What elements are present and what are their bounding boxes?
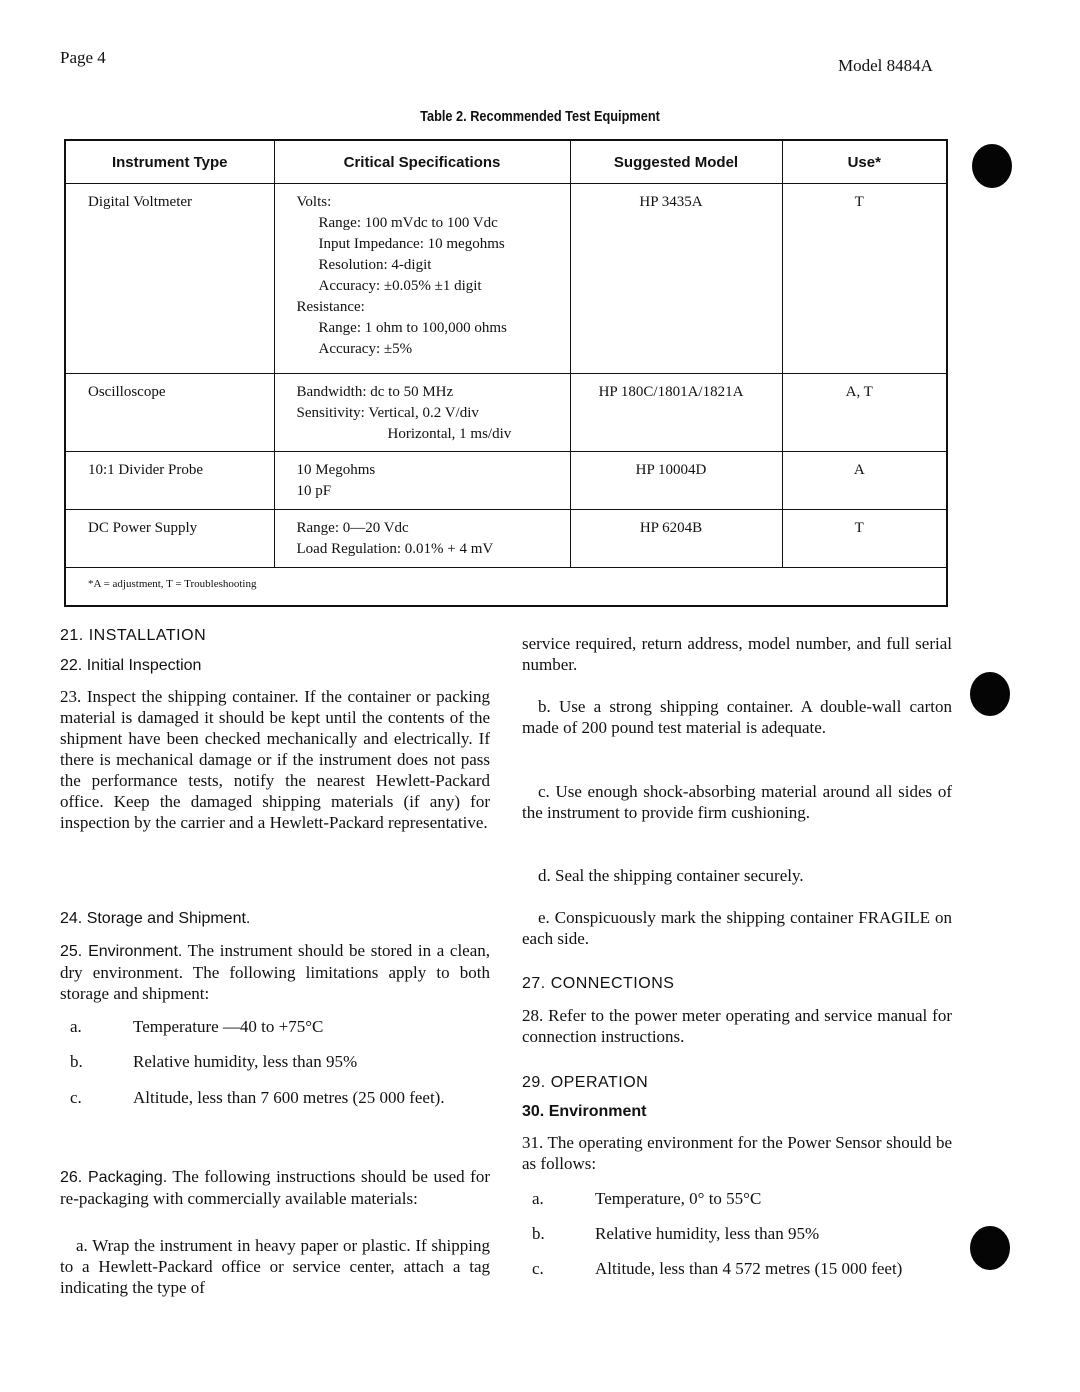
list-item xyxy=(70,1016,490,1037)
heading-storage-shipment: 24. Storage and Shipment. xyxy=(60,910,251,927)
table-title: Table 2. Recommended Test Equipment xyxy=(420,108,660,125)
list-text: Altitude, less than 4 572 metres (15 000 feet) xyxy=(595,1259,903,1278)
page-number: Page 4 xyxy=(60,48,106,67)
spec-line: Range: 100 mVdc to 100 Vdc xyxy=(318,215,498,231)
model-number: Model 8484A xyxy=(838,56,933,75)
list-text: Relative humidity, less than 95% xyxy=(595,1224,820,1243)
heading-connections: 27. CONNECTIONS xyxy=(522,975,675,992)
critical-specs xyxy=(274,452,570,510)
paragraph-26 xyxy=(60,1166,490,1209)
critical-specs xyxy=(274,184,570,374)
heading-operation: 29. OPERATION xyxy=(522,1074,649,1091)
column-header: Suggested Model xyxy=(570,140,782,184)
paragraph-28: 28. Refer to the power meter operating and service manual for connection instructions. xyxy=(522,1006,952,1046)
spec-line: Accuracy: ±0.05% ±1 digit xyxy=(318,278,482,294)
spec-line: 10 pF xyxy=(296,483,332,499)
paragraph-text: The following instructions should be used for re-packaging with commercially available materials: xyxy=(60,1167,490,1208)
table-footnote-row xyxy=(65,568,947,607)
critical-specs xyxy=(274,374,570,452)
spec-line: Sensitivity: Vertical, 0.2 V/div xyxy=(296,405,479,421)
list-item xyxy=(70,1051,490,1072)
use-code: T xyxy=(782,510,947,568)
list-marker: a. xyxy=(70,1017,82,1036)
table-footnote: *A = adjustment, T = Troubleshooting xyxy=(65,568,947,607)
paragraph-31: 31. The operating environment for the Power Sensor should be as follows: xyxy=(522,1133,952,1173)
spec-line: Accuracy: ±5% xyxy=(318,341,413,357)
spec-line: 10 Megohms xyxy=(296,462,376,478)
spec-line: Resolution: 4-digit xyxy=(318,257,432,273)
list-marker: c. xyxy=(532,1259,544,1278)
instrument-type: 10:1 Divider Probe xyxy=(65,452,274,510)
punch-hole-mark xyxy=(972,144,1012,188)
punch-hole-mark xyxy=(970,1226,1010,1270)
paragraph-26a: a. Wrap the instrument in heavy paper or plastic. If shipping to a Hewlett-Packard office or service center, attach a tag indicating the type of xyxy=(60,1236,490,1297)
spec-line: Input Impedance: 10 megohms xyxy=(318,236,505,252)
test-equipment-table xyxy=(64,139,948,607)
spec-line: Resistance: xyxy=(296,299,365,315)
column-header: Instrument Type xyxy=(65,140,274,184)
list-item xyxy=(70,1087,485,1108)
list-text: Relative humidity, less than 95% xyxy=(133,1052,358,1071)
use-code: A xyxy=(782,452,947,510)
paragraph-b: b. Use a strong shipping container. A double-wall carton made of 200 pound test material is adequate. xyxy=(522,697,952,737)
paragraph-label: 26. Packaging. xyxy=(60,1169,168,1186)
paragraph-continued: service required, return address, model number, and full serial number. xyxy=(522,634,952,674)
list-marker: a. xyxy=(532,1189,544,1208)
list-text: Altitude, less than 7 600 metres (25 000 feet). xyxy=(133,1088,445,1107)
list-text: Temperature, 0° to 55°C xyxy=(595,1189,762,1208)
list-marker: c. xyxy=(70,1088,82,1107)
paragraph-text: The instrument should be stored in a clean, dry environment. The following limitations apply to both storage and shipment: xyxy=(60,941,491,1003)
instrument-type: Digital Voltmeter xyxy=(65,184,274,374)
paragraph-25 xyxy=(60,940,490,1004)
spec-line: Range: 0—20 Vdc xyxy=(296,520,409,536)
punch-hole-mark xyxy=(970,672,1010,716)
critical-specs xyxy=(274,510,570,568)
paragraph-d: d. Seal the shipping container securely. xyxy=(538,866,804,885)
table-header-row xyxy=(65,140,947,184)
spec-line: Load Regulation: 0.01% + 4 mV xyxy=(296,541,494,557)
heading-installation: 21. INSTALLATION xyxy=(60,627,207,644)
spec-line: Volts: xyxy=(296,194,332,210)
heading-initial-inspection: 22. Initial Inspection xyxy=(60,657,202,674)
list-text: Temperature —40 to +75°C xyxy=(133,1017,324,1036)
list-marker: b. xyxy=(532,1224,545,1243)
table-row xyxy=(65,510,947,568)
use-code: A, T xyxy=(782,374,947,452)
column-header: Use* xyxy=(782,140,947,184)
spec-line: Range: 1 ohm to 100,000 ohms xyxy=(318,320,507,336)
heading-environment: 30. Environment xyxy=(522,1103,647,1120)
list-item xyxy=(532,1188,952,1209)
use-code: T xyxy=(782,184,947,374)
spec-line: Bandwidth: dc to 50 MHz xyxy=(296,384,454,400)
instrument-type: DC Power Supply xyxy=(65,510,274,568)
paragraph-c: c. Use enough shock-absorbing material around all sides of the instrument to provide firm cushioning. xyxy=(522,782,952,822)
table-row xyxy=(65,374,947,452)
column-header: Critical Specifications xyxy=(274,140,570,184)
paragraph-label: 25. Environment. xyxy=(60,943,183,960)
suggested-model: HP 3435A xyxy=(570,184,782,374)
suggested-model: HP 10004D xyxy=(570,452,782,510)
suggested-model: HP 6204B xyxy=(570,510,782,568)
spec-line: Horizontal, 1 ms/div xyxy=(387,426,512,442)
list-item xyxy=(532,1223,952,1244)
list-marker: b. xyxy=(70,1052,83,1071)
table-row xyxy=(65,184,947,374)
instrument-type: Oscilloscope xyxy=(65,374,274,452)
paragraph-23: 23. Inspect the shipping container. If the container or packing material is damaged it should be kept until the contents of the shipment have been checked mechanically and electrically. If there is mechanical damage or if the instrument does not pass the performance tests, notify the nearest Hewlett-Packard office. Keep the damaged shipping materials (if any) for inspection by the carrier and a Hewlett-Packard representative. xyxy=(60,687,490,832)
table-row xyxy=(65,452,947,510)
list-item xyxy=(532,1258,947,1279)
suggested-model: HP 180C/1801A/1821A xyxy=(570,374,782,452)
paragraph-e: e. Conspicuously mark the shipping container FRAGILE on each side. xyxy=(522,908,952,948)
